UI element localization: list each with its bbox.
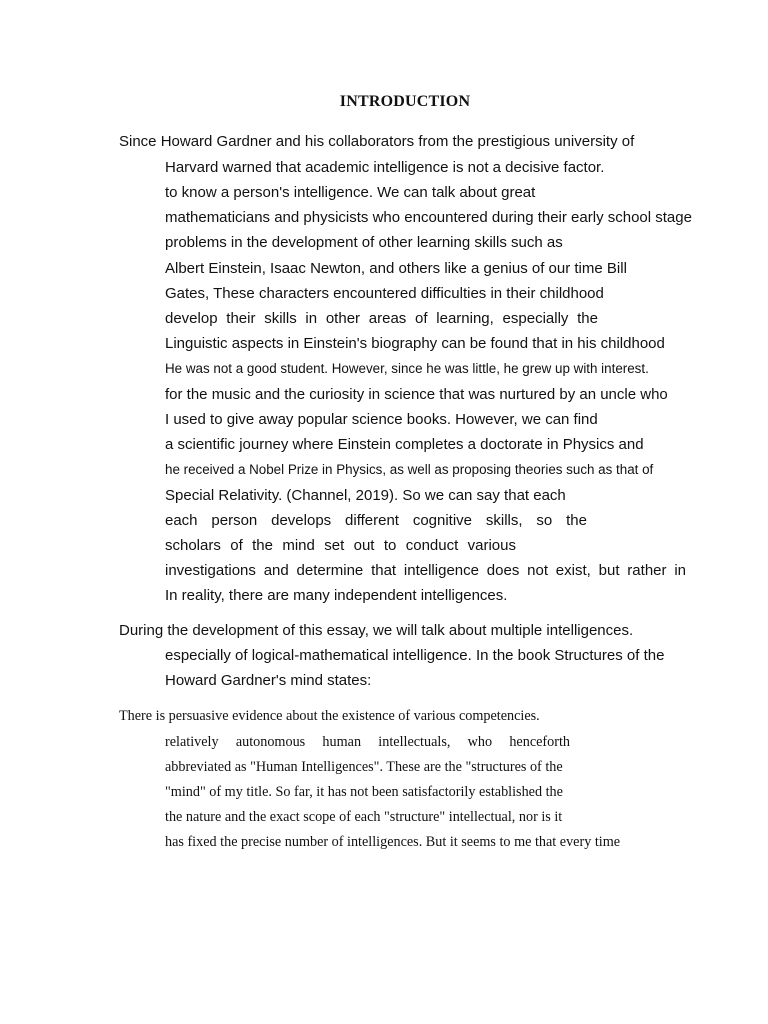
- paragraph-line: mathematicians and physicists who encountered during their early school stage: [165, 209, 692, 226]
- paragraph-line: a scientific journey where Einstein completes a doctorate in Physics and: [165, 436, 644, 453]
- paragraph-line: Special Relativity. (Channel, 2019). So we can say that each: [165, 487, 566, 504]
- paragraph-line: Albert Einstein, Isaac Newton, and others like a genius of our time Bill: [165, 260, 627, 277]
- document-title: INTRODUCTION: [339, 93, 471, 110]
- paragraph-line: Howard Gardner's mind states:: [165, 672, 372, 689]
- paragraph-line: During the development of this essay, we will talk about multiple intelligences.: [119, 622, 634, 639]
- paragraph-line: he received a Nobel Prize in Physics, as well as proposing theories such as that of: [165, 462, 654, 477]
- paragraph-line: Since Howard Gardner and his collaborators from the prestigious university of: [119, 133, 635, 150]
- paragraph-line: problems in the development of other learning skills such as: [165, 234, 563, 251]
- quote-line: "mind" of my title. So far, it has not been satisfactorily established the: [165, 784, 563, 800]
- paragraph-line: to know a person's intelligence. We can talk about great: [165, 184, 536, 201]
- paragraph-line: Harvard warned that academic intelligence is not a decisive factor.: [165, 159, 605, 176]
- paragraph-line: He was not a good student. However, since he was little, he grew up with interest.: [165, 361, 649, 376]
- quote-line: has fixed the precise number of intelligences. But it seems to me that every time: [165, 834, 621, 850]
- paragraph-line: Linguistic aspects in Einstein's biography can be found that in his childhood: [165, 335, 665, 352]
- paragraph-line: each person develops different cognitive skills, so the: [165, 512, 587, 529]
- paragraph-line: scholars of the mind set out to conduct various: [165, 537, 516, 554]
- paragraph-line: In reality, there are many independent intelligences.: [165, 587, 508, 604]
- quote-line: There is persuasive evidence about the existence of various competencies.: [119, 708, 540, 724]
- paragraph-line: develop their skills in other areas of learning, especially the: [165, 310, 598, 327]
- paragraph-line: for the music and the curiosity in science that was nurtured by an uncle who: [165, 386, 668, 403]
- paragraph-line: especially of logical-mathematical intelligence. In the book Structures of the: [165, 647, 665, 664]
- paragraph-line: investigations and determine that intelligence does not exist, but rather in: [165, 562, 686, 579]
- quote-line: the nature and the exact scope of each "structure" intellectual, nor is it: [165, 809, 563, 825]
- quote-line: abbreviated as "Human Intelligences". These are the "structures of the: [165, 759, 563, 775]
- paragraph-line: Gates, These characters encountered difficulties in their childhood: [165, 285, 604, 302]
- quote-line: relatively autonomous human intellectuals, who henceforth: [165, 734, 570, 750]
- paragraph-line: I used to give away popular science books. However, we can find: [165, 411, 598, 428]
